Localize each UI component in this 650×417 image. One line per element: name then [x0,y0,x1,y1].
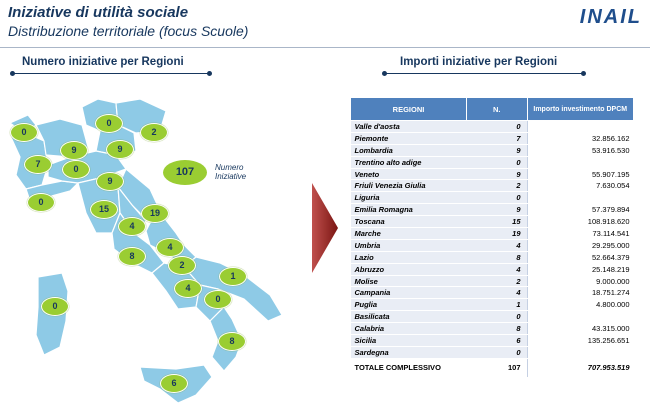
cell-n: 8 [467,251,528,263]
cell-region: Lazio [351,251,467,263]
cell-amount: 25.148.219 [527,263,634,275]
cell-amount: 135.256.651 [527,335,634,347]
cell-region: Toscana [351,216,467,228]
col-header-importo: Importo investimento DPCM [527,98,634,121]
right-rule-dot-end [581,71,586,76]
cell-region: Piemonte [351,132,467,144]
cell-n: 4 [467,263,528,275]
legend-label-line2: Iniziative [215,172,247,181]
right-rule-dot-start [382,71,387,76]
left-rule-dot-start [10,71,15,76]
cell-region: Marche [351,228,467,240]
cell-n: 9 [467,204,528,216]
cell-n: 9 [467,168,528,180]
regions-table [350,97,634,378]
inail-logo: INAIL [579,6,642,28]
left-section-rule [12,73,210,74]
map-badge-campania: 4 [174,279,202,298]
cell-n: 19 [467,228,528,240]
map-badge-abruzzo: 4 [156,238,184,257]
cell-amount [527,346,634,358]
legend-label [215,163,246,181]
table-row [351,228,634,240]
cell-n: 2 [467,275,528,287]
cell-amount [527,121,634,133]
cell-amount: 29.295.000 [527,239,634,251]
map-badge-sicilia: 6 [160,374,188,393]
cell-amount: 57.379.894 [527,204,634,216]
cell-region: Molise [351,275,467,287]
cell-amount [527,156,634,168]
cell-region: Liguria [351,192,467,204]
legend-label-line1: Numero [215,163,244,172]
table-row [351,275,634,287]
legend-badge: 107 [163,160,207,185]
table-row [351,180,634,192]
cell-region: Lombardia [351,144,467,156]
cell-n: 15 [467,216,528,228]
cell-amount: 7.630.054 [527,180,634,192]
cell-n: 2 [467,180,528,192]
cell-n: 1 [467,299,528,311]
cell-amount: 9.000.000 [527,275,634,287]
map-badge-trentino: 0 [95,114,123,133]
total-n: 107 [467,358,528,377]
col-header-regioni: REGIONI [351,98,467,121]
cell-amount [527,311,634,323]
cell-n: 9 [467,144,528,156]
table-row [351,239,634,251]
page-subtitle: Distribuzione territoriale (focus Scuole) [8,23,249,39]
cell-n: 8 [467,323,528,335]
cell-n: 0 [467,121,528,133]
map-badge-liguria: 0 [27,193,55,212]
cell-n: 7 [467,132,528,144]
cell-n: 0 [467,156,528,168]
cell-n: 4 [467,287,528,299]
cell-amount: 73.114.541 [527,228,634,240]
cell-region: Friuli Venezia Giulia [351,180,467,192]
map-badge-trentino-alt: 0 [62,160,90,179]
total-amount: 707.953.519 [527,358,634,377]
table-row [351,168,634,180]
total-label: TOTALE COMPLESSIVO [351,358,467,377]
cell-amount: 108.918.620 [527,216,634,228]
cell-region: Emilia Romagna [351,204,467,216]
table-row [351,192,634,204]
cell-amount: 18.751.274 [527,287,634,299]
table-header-row [351,98,634,121]
cell-amount: 32.856.162 [527,132,634,144]
cell-region: Abruzzo [351,263,467,275]
map-badge-toscana: 15 [90,200,118,219]
map-badge-emilia: 9 [96,172,124,191]
map-badge-umbria: 4 [118,217,146,236]
total-row [351,358,634,377]
chevron-right-icon [312,183,338,273]
cell-region: Campania [351,287,467,299]
cell-region: Veneto [351,168,467,180]
right-section-rule [384,73,584,74]
map-badge-molise: 2 [168,256,196,275]
table-row [351,299,634,311]
table-row [351,156,634,168]
map-badge-marche: 19 [141,204,169,223]
left-section-title: Numero iniziative per Regioni [22,56,184,68]
cell-region: Calabria [351,323,467,335]
cell-n: 6 [467,335,528,347]
table-row [351,311,634,323]
map-badge-basilicata: 0 [204,290,232,309]
cell-region: Trentino alto adige [351,156,467,168]
cell-region: Umbria [351,239,467,251]
table-row [351,132,634,144]
cell-n: 0 [467,192,528,204]
cell-region: Valle d'aosta [351,121,467,133]
table-row [351,323,634,335]
table-row [351,263,634,275]
cell-amount: 52.664.379 [527,251,634,263]
cell-region: Sicilia [351,335,467,347]
table-row [351,287,634,299]
table-row [351,216,634,228]
map-badge-valle-aosta: 0 [10,123,38,142]
map-badge-calabria: 8 [218,332,246,351]
map-badge-sardegna: 0 [41,297,69,316]
cell-amount: 53.916.530 [527,144,634,156]
cell-n: 0 [467,346,528,358]
table-row [351,335,634,347]
cell-region: Puglia [351,299,467,311]
map-badge-puglia: 1 [219,267,247,286]
page-title: Iniziative di utilità sociale [8,4,189,21]
cell-n: 0 [467,311,528,323]
map-badge-friuli: 2 [140,123,168,142]
col-header-n: N. [467,98,528,121]
left-rule-dot-end [207,71,212,76]
table-row [351,121,634,133]
map-badge-piemonte: 7 [24,155,52,174]
cell-amount: 43.315.000 [527,323,634,335]
table-row [351,346,634,358]
header-divider [0,47,650,48]
cell-amount: 4.800.000 [527,299,634,311]
map-badge-veneto: 9 [106,140,134,159]
map-badge-lombardia: 9 [60,141,88,160]
right-section-title: Importi iniziative per Regioni [400,56,558,68]
cell-amount: 55.907.195 [527,168,634,180]
table-row [351,204,634,216]
table-row [351,144,634,156]
cell-n: 4 [467,239,528,251]
map-badge-lazio: 8 [118,247,146,266]
cell-region: Sardegna [351,346,467,358]
cell-region: Basilicata [351,311,467,323]
cell-amount [527,192,634,204]
table-row [351,251,634,263]
